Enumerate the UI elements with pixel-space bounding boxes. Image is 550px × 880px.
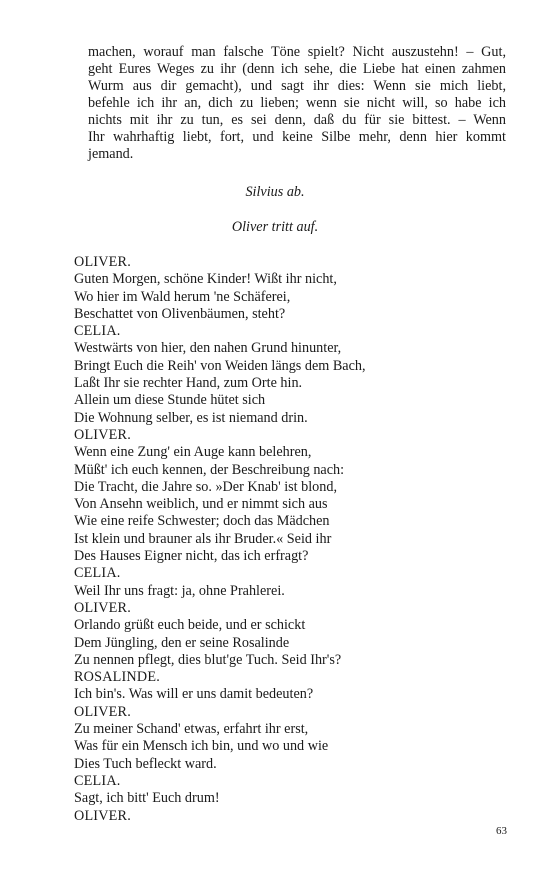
speaker-name: CELIA. <box>74 565 121 582</box>
verse-line: Wie eine reife Schwester; doch das Mädchen <box>74 513 330 530</box>
verse-line: Was für ein Mensch ich bin, und wo und wie <box>74 738 329 755</box>
prose-line: Ihr wahrhaftig liebt, fort, und keine Silbe mehr, denn hier kommt <box>88 129 506 145</box>
verse-line: Zu meiner Schand' etwas, erfahrt ihr erst, <box>74 721 309 738</box>
verse-line: Guten Morgen, schöne Kinder! Wißt ihr nicht, <box>74 271 337 288</box>
prose-line: geht Eures Weges zu ihr (denn ich sehe, die Liebe hat einen zahmen <box>88 61 506 77</box>
verse-line: Die Wohnung selber, es ist niemand drin. <box>74 409 308 426</box>
prose-line: machen, worauf man falsche Töne spielt? Nicht auszustehn! – Gut, <box>88 44 506 60</box>
prose-line: befehle ich ihr an, dich zu lieben; wenn sie nicht will, so habe ich <box>88 95 506 111</box>
verse-line: Westwärts von hier, den nahen Grund hinunter, <box>74 340 342 357</box>
verse-line: Dem Jüngling, den er seine Rosalinde <box>74 634 290 651</box>
stage-direction-exit: Silvius ab. <box>245 184 305 200</box>
speaker-name: OLIVER. <box>74 599 131 616</box>
verse-line: Orlando grüßt euch beide, und er schickt <box>74 617 306 634</box>
speaker-name: CELIA. <box>74 323 121 340</box>
page-number: 63 <box>496 825 507 837</box>
speaker-name: OLIVER. <box>74 254 131 270</box>
verse-line: Ist klein und brauner als ihr Bruder.« Seid ihr <box>74 530 332 547</box>
verse-line: Wenn eine Zung' ein Auge kann belehren, <box>74 444 312 461</box>
speaker-name: OLIVER. <box>74 426 131 443</box>
verse-line: Die Tracht, die Jahre so. »Der Knab' ist blond, <box>74 478 338 495</box>
speaker-name: OLIVER. <box>74 807 131 824</box>
verse-line: Weil Ihr uns fragt: ja, ohne Prahlerei. <box>74 582 285 599</box>
verse-line: Bringt Euch die Reih' von Weiden längs dem Bach, <box>74 357 366 374</box>
prose-paragraph <box>88 44 506 163</box>
verse-line: Des Hauses Eigner nicht, das ich erfragt? <box>74 548 309 565</box>
verse-line: Beschattet von Olivenbäumen, steht? <box>74 305 286 322</box>
verse-line: Ich bin's. Was will er uns damit bedeuten? <box>74 686 314 703</box>
speaker-name: ROSALINDE. <box>74 669 160 686</box>
stage-direction-entrance: Oliver tritt auf. <box>231 219 319 235</box>
verse-line: Müßt' ich euch kennen, der Beschreibung nach: <box>74 461 345 478</box>
verse-line: Von Ansehn weiblich, und er nimmt sich aus <box>74 496 328 513</box>
prose-line: jemand. <box>88 146 134 162</box>
verse-line: Dies Tuch befleckt ward. <box>74 755 217 772</box>
verse-line: Laßt Ihr sie rechter Hand, zum Orte hin. <box>74 375 303 392</box>
prose-line: Wurm aus dir gemacht), und sagt ihr dies: Wenn sie mich liebt, <box>88 78 506 94</box>
verse-line: Zu nennen pflegt, dies blut'ge Tuch. Seid Ihr's? <box>74 651 342 668</box>
prose-line: nichts mit ihr zu tun, es sei denn, daß du für sie bittest. – Wenn <box>88 112 506 128</box>
speaker-name: OLIVER. <box>74 703 131 720</box>
verse-line: Allein um diese Stunde hütet sich <box>74 392 266 409</box>
dialogue-block <box>74 254 514 825</box>
speaker-name: CELIA. <box>74 772 121 789</box>
verse-line: Sagt, ich bitt' Euch drum! <box>74 790 220 807</box>
verse-line: Wo hier im Wald herum 'ne Schäferei, <box>74 288 291 305</box>
